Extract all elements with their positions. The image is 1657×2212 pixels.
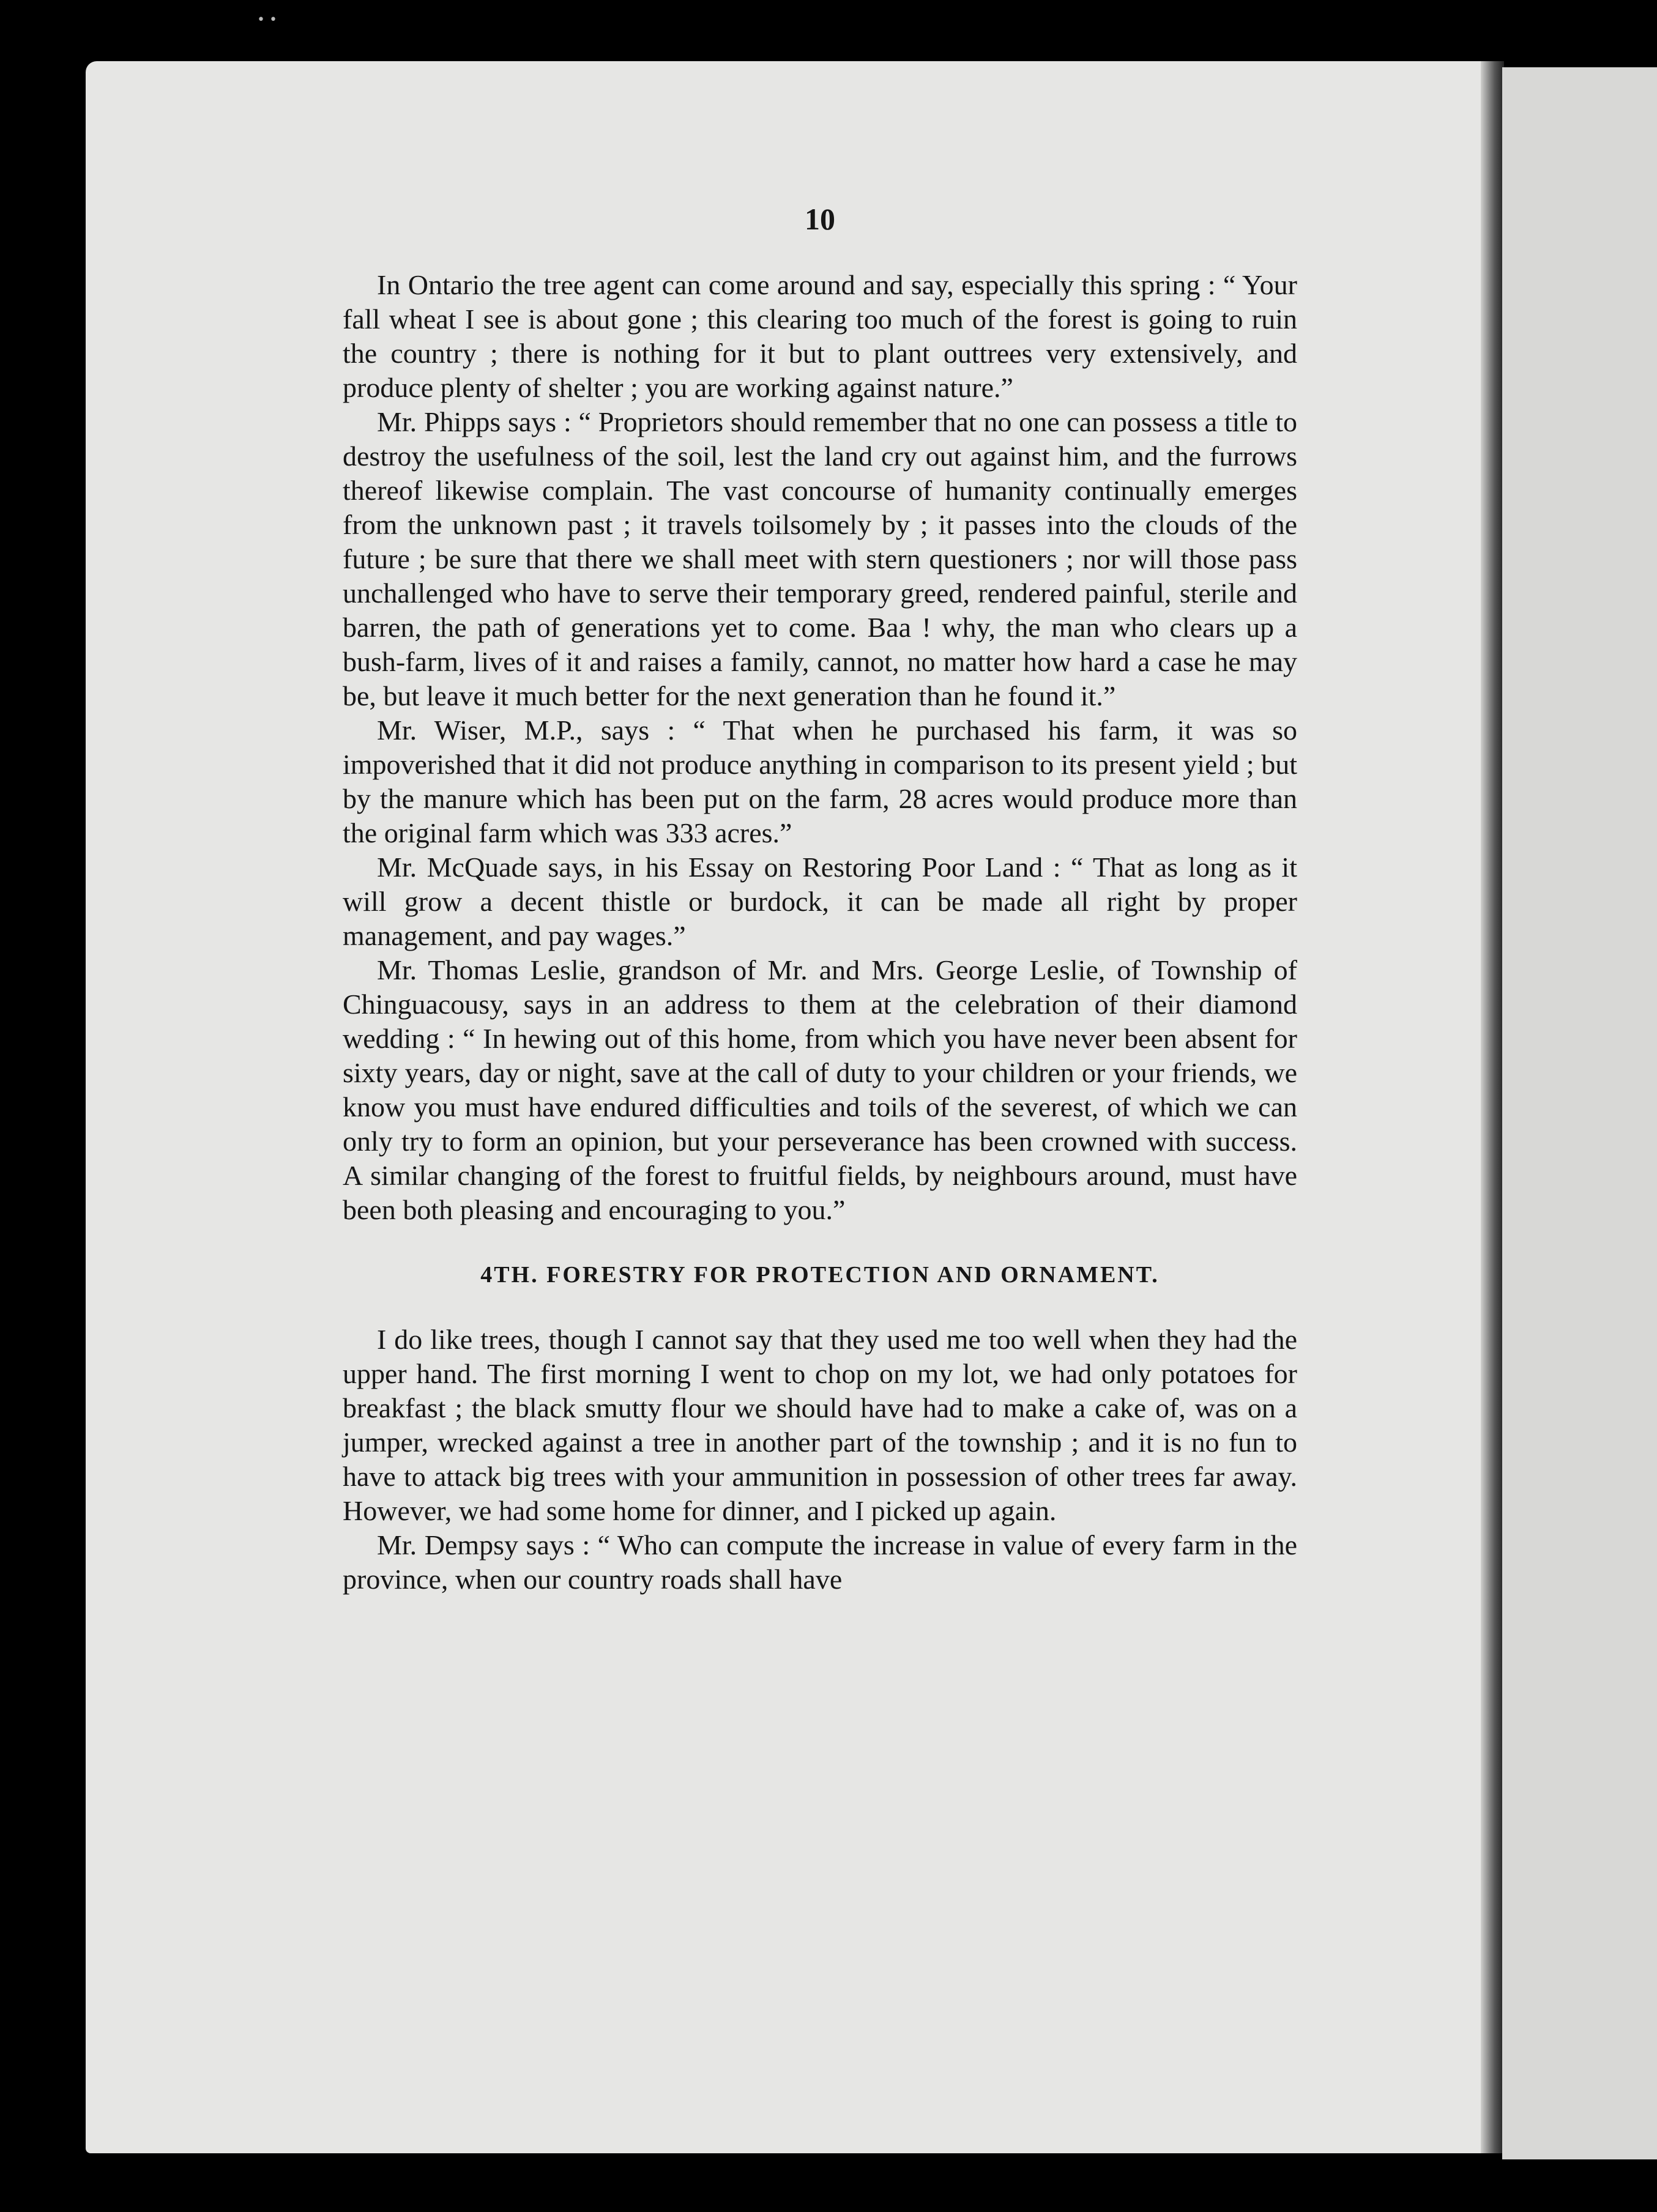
page-number: 10 bbox=[805, 202, 835, 236]
paragraph-trees: I do like trees, though I cannot say that they used me too well when they had the upper hand. The first morning I went to chop on my lot, we had only potatoes for breakfast ; the black smutty flour we should have had to make a cake of, was on a jumper, wrecked against a tree in another part of the township ; and it is no fun to have to attack big trees with your ammunition in possession of other trees far away. However, we had some home for dinner, and I picked up again. bbox=[343, 1324, 1297, 1526]
paragraph-mcquade: Mr. McQuade says, in his Essay on Restoring Poor Land : “ That as long as it will grow a decent thistle or burdock, it can be made all right by proper management, and pay wages.” bbox=[343, 852, 1297, 951]
page-fold-shadow bbox=[1481, 61, 1504, 2153]
paragraph-leslie: Mr. Thomas Leslie, grandson of Mr. and Mrs. George Leslie, of Township of Chinguacousy, says in an address to them at the celebration of their diamond wedding : “ In hewing out of this home, from which you have never been absent for sixty years, day or night, save at the call of duty to your children or your friends, we know you must have endured difficulties and toils of the severest, of which we can only try to form an opinion, but your perseverance has been crowned with success. A similar changing of the forest to fruitful fields, by neighbours around, must have been both pleasing and encouraging to you.” bbox=[343, 954, 1297, 1225]
scan-specks: • • bbox=[257, 12, 277, 28]
page-text bbox=[343, 202, 1297, 1597]
paragraph-tree-agent: In Ontario the tree agent can come around and say, especially this spring : “ Your fall wheat I see is about gone ; this clearing too much of the forest is going to ruin the country ; there is nothing for it but to plant outtrees very extensively, and produce plenty of shelter ; you are working against nature.” bbox=[343, 269, 1297, 403]
right-page-edge bbox=[1502, 67, 1657, 2159]
section-heading: 4TH. FORESTRY FOR PROTECTION AND ORNAMENT. bbox=[480, 1262, 1160, 1288]
paragraph-dempsy: Mr. Dempsy says : “ Who can compute the increase in value of every farm in the province, when our country roads shall have bbox=[343, 1529, 1297, 1595]
paragraph-phipps: Mr. Phipps says : “ Proprietors should remember that no one can possess a title to destroy the usefulness of the soil, lest the land cry out against him, and the furrows thereof likewise complain. The vast concourse of humanity continually emerges from the unknown past ; it travels toilsomely by ; it passes into the clouds of the future ; be sure that there we shall meet with stern questioners ; nor will those pass unchallenged who have to serve their temporary greed, rendered painful, sterile and barren, the path of generations yet to come. Baa ! why, the man who clears up a bush-farm, lives of it and raises a family, cannot, no matter how hard a case he may be, but leave it much better for the next generation than he found it.” bbox=[343, 406, 1297, 711]
paragraph-wiser: Mr. Wiser, M.P., says : “ That when he purchased his farm, it was so impoverished that it did not produce anything in comparison to its present yield ; but by the manure which has been put on the farm, 28 acres would produce more than the original farm which was 333 acres.” bbox=[343, 714, 1297, 848]
